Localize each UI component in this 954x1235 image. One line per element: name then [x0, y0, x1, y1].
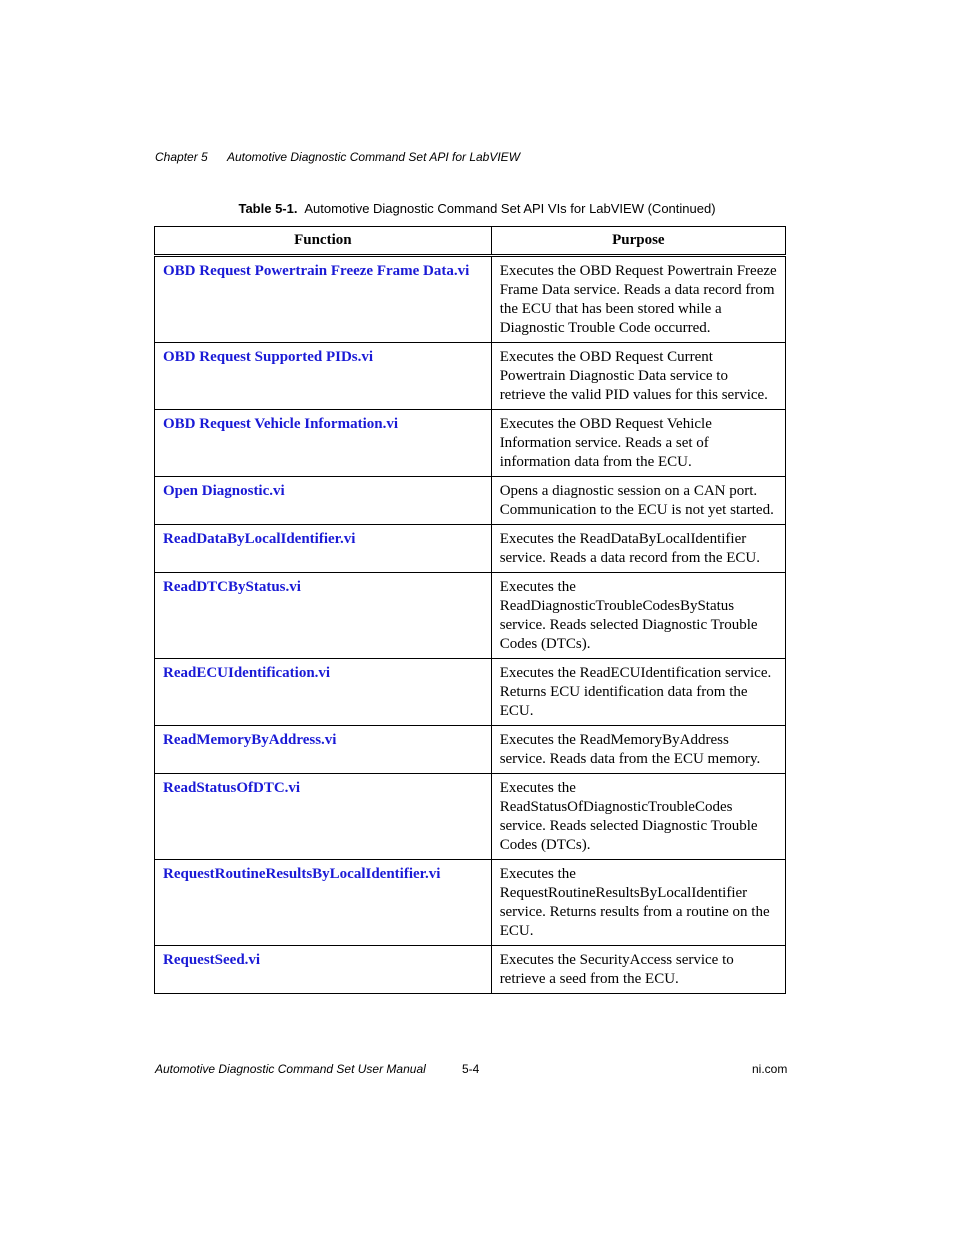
table-row: [155, 860, 786, 946]
function-link[interactable]: RequestSeed.vi: [163, 952, 261, 968]
column-header-function: Function: [155, 227, 492, 256]
purpose-cell: Executes the OBD Request Vehicle Information service. Reads a set of information data from the ECU.: [491, 410, 785, 477]
function-link[interactable]: ReadECUIdentification.vi: [163, 665, 331, 681]
function-link[interactable]: RequestRoutineResultsByLocalIdentifier.vi: [163, 866, 441, 882]
purpose-cell: Executes the ReadECUIdentification service. Returns ECU identification data from the ECU.: [491, 659, 785, 726]
running-header: [155, 150, 520, 164]
function-link[interactable]: ReadDataByLocalIdentifier.vi: [163, 531, 356, 547]
table-caption-text: Automotive Diagnostic Command Set API VIs for LabVIEW (Continued): [304, 201, 716, 216]
function-link[interactable]: OBD Request Vehicle Information.vi: [163, 416, 399, 432]
purpose-cell: Opens a diagnostic session on a CAN port. Communication to the ECU is not yet started.: [491, 477, 785, 525]
function-cell: [155, 477, 492, 525]
function-cell: [155, 525, 492, 573]
table-header-row: [155, 227, 786, 256]
function-link[interactable]: OBD Request Powertrain Freeze Frame Data.vi: [163, 263, 470, 279]
vi-function-table: [154, 226, 786, 994]
purpose-cell: Executes the OBD Request Current Powertrain Diagnostic Data service to retrieve the valid PID values for this service.: [491, 343, 785, 410]
column-header-purpose: Purpose: [491, 227, 785, 256]
table-row: [155, 774, 786, 860]
purpose-cell: Executes the ReadStatusOfDiagnosticTroubleCodes service. Reads selected Diagnostic Trouble Codes (DTCs).: [491, 774, 785, 860]
table-row: [155, 477, 786, 525]
function-cell: [155, 659, 492, 726]
function-cell: [155, 256, 492, 343]
function-cell: [155, 726, 492, 774]
function-cell: [155, 343, 492, 410]
function-link[interactable]: OBD Request Supported PIDs.vi: [163, 349, 374, 365]
purpose-cell: Executes the SecurityAccess service to retrieve a seed from the ECU.: [491, 946, 785, 994]
purpose-cell: Executes the ReadDataByLocalIdentifier service. Reads a data record from the ECU.: [491, 525, 785, 573]
function-link[interactable]: ReadStatusOfDTC.vi: [163, 780, 301, 796]
purpose-cell: Executes the RequestRoutineResultsByLocalIdentifier service. Returns results from a routine on the ECU.: [491, 860, 785, 946]
table-row: [155, 256, 786, 343]
table-row: [155, 343, 786, 410]
function-link[interactable]: ReadDTCByStatus.vi: [163, 579, 301, 595]
chapter-title: Automotive Diagnostic Command Set API for LabVIEW: [227, 150, 521, 164]
purpose-cell: Executes the ReadDiagnosticTroubleCodesByStatus service. Reads selected Diagnostic Trouble Codes (DTCs).: [491, 573, 785, 659]
function-cell: [155, 860, 492, 946]
chapter-label: Chapter 5: [155, 150, 208, 164]
table-row: [155, 726, 786, 774]
table-row: [155, 946, 786, 994]
table-row: [155, 573, 786, 659]
function-cell: [155, 573, 492, 659]
table-row: [155, 525, 786, 573]
purpose-cell: Executes the ReadMemoryByAddress service. Reads data from the ECU memory.: [491, 726, 785, 774]
function-link[interactable]: Open Diagnostic.vi: [163, 483, 285, 499]
table-caption: [0, 201, 954, 216]
footer-page-number: 5-4: [462, 1062, 480, 1076]
function-cell: [155, 410, 492, 477]
table-row: [155, 410, 786, 477]
function-cell: [155, 774, 492, 860]
function-cell: [155, 946, 492, 994]
table-row: [155, 659, 786, 726]
table-caption-label: Table 5-1.: [238, 201, 298, 216]
function-link[interactable]: ReadMemoryByAddress.vi: [163, 732, 337, 748]
purpose-cell: Executes the OBD Request Powertrain Freeze Frame Data service. Reads a data record from the ECU that has been stored while a Diagnostic Trouble Code occurred.: [491, 256, 785, 343]
footer-manual-title: Automotive Diagnostic Command Set User Manual: [155, 1062, 426, 1076]
footer-site-link[interactable]: ni.com: [752, 1062, 788, 1076]
